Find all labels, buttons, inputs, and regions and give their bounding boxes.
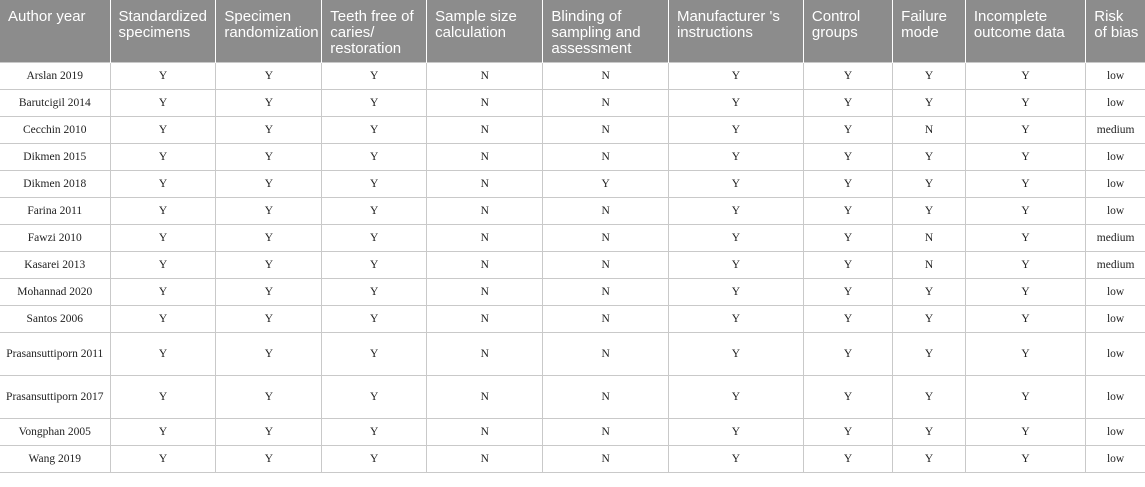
cell-incomplete-outcome-data: Y: [965, 225, 1085, 252]
cell-sample-size-calculation: N: [427, 225, 543, 252]
cell-specimen-randomization: Y: [216, 306, 322, 333]
cell-risk-of-bias: low: [1086, 90, 1145, 117]
cell-teeth-free-of-caries: Y: [322, 419, 427, 446]
cell-risk-of-bias: low: [1086, 446, 1145, 473]
table-row: [0, 198, 1145, 225]
cell-specimen-randomization: Y: [216, 225, 322, 252]
cell-author-year: Kasarei 2013: [0, 252, 110, 279]
cell-risk-of-bias: medium: [1086, 252, 1145, 279]
cell-risk-of-bias: low: [1086, 419, 1145, 446]
cell-control-groups: Y: [803, 252, 892, 279]
header-standardized-specimens: Standardized specimens: [110, 0, 216, 63]
cell-specimen-randomization: Y: [216, 279, 322, 306]
cell-failure-mode: N: [893, 252, 966, 279]
cell-sample-size-calculation: N: [427, 333, 543, 376]
cell-manufacturer-instructions: Y: [668, 63, 803, 90]
cell-sample-size-calculation: N: [427, 419, 543, 446]
cell-sample-size-calculation: N: [427, 90, 543, 117]
cell-control-groups: Y: [803, 144, 892, 171]
cell-standardized-specimens: Y: [110, 419, 216, 446]
cell-manufacturer-instructions: Y: [668, 376, 803, 419]
cell-standardized-specimens: Y: [110, 279, 216, 306]
cell-failure-mode: Y: [893, 446, 966, 473]
cell-manufacturer-instructions: Y: [668, 144, 803, 171]
cell-manufacturer-instructions: Y: [668, 117, 803, 144]
cell-failure-mode: Y: [893, 419, 966, 446]
cell-teeth-free-of-caries: Y: [322, 90, 427, 117]
header-specimen-randomization: Specimen randomization: [216, 0, 322, 63]
cell-sample-size-calculation: N: [427, 279, 543, 306]
cell-standardized-specimens: Y: [110, 117, 216, 144]
table-row: [0, 171, 1145, 198]
cell-failure-mode: N: [893, 117, 966, 144]
cell-standardized-specimens: Y: [110, 446, 216, 473]
cell-risk-of-bias: medium: [1086, 225, 1145, 252]
cell-manufacturer-instructions: Y: [668, 419, 803, 446]
cell-failure-mode: Y: [893, 144, 966, 171]
cell-risk-of-bias: low: [1086, 63, 1145, 90]
cell-incomplete-outcome-data: Y: [965, 446, 1085, 473]
cell-author-year: Wang 2019: [0, 446, 110, 473]
cell-control-groups: Y: [803, 225, 892, 252]
cell-author-year: Arslan 2019: [0, 63, 110, 90]
cell-specimen-randomization: Y: [216, 117, 322, 144]
cell-sample-size-calculation: N: [427, 171, 543, 198]
cell-blinding: N: [543, 252, 669, 279]
cell-control-groups: Y: [803, 171, 892, 198]
cell-standardized-specimens: Y: [110, 144, 216, 171]
cell-incomplete-outcome-data: Y: [965, 144, 1085, 171]
cell-standardized-specimens: Y: [110, 225, 216, 252]
header-failure-mode: Failure mode: [893, 0, 966, 63]
cell-teeth-free-of-caries: Y: [322, 171, 427, 198]
cell-manufacturer-instructions: Y: [668, 225, 803, 252]
cell-control-groups: Y: [803, 419, 892, 446]
cell-author-year: Fawzi 2010: [0, 225, 110, 252]
table-row: [0, 144, 1145, 171]
cell-failure-mode: Y: [893, 306, 966, 333]
cell-blinding: N: [543, 333, 669, 376]
table-row: [0, 333, 1145, 376]
cell-risk-of-bias: low: [1086, 376, 1145, 419]
cell-incomplete-outcome-data: Y: [965, 117, 1085, 144]
table-row: [0, 117, 1145, 144]
cell-failure-mode: Y: [893, 90, 966, 117]
cell-incomplete-outcome-data: Y: [965, 333, 1085, 376]
header-incomplete-outcome-data: Incomplete outcome data: [965, 0, 1085, 63]
cell-failure-mode: Y: [893, 333, 966, 376]
cell-standardized-specimens: Y: [110, 171, 216, 198]
header-risk-of-bias: Risk of bias: [1086, 0, 1145, 63]
cell-author-year: Barutcigil 2014: [0, 90, 110, 117]
cell-manufacturer-instructions: Y: [668, 252, 803, 279]
cell-specimen-randomization: Y: [216, 446, 322, 473]
cell-teeth-free-of-caries: Y: [322, 446, 427, 473]
cell-control-groups: Y: [803, 117, 892, 144]
cell-blinding: N: [543, 144, 669, 171]
cell-control-groups: Y: [803, 63, 892, 90]
cell-teeth-free-of-caries: Y: [322, 117, 427, 144]
cell-incomplete-outcome-data: Y: [965, 306, 1085, 333]
cell-blinding: N: [543, 376, 669, 419]
cell-incomplete-outcome-data: Y: [965, 419, 1085, 446]
cell-author-year: Vongphan 2005: [0, 419, 110, 446]
header-blinding: Blinding of sampling and assessment: [543, 0, 669, 63]
cell-author-year: Farina 2011: [0, 198, 110, 225]
cell-failure-mode: Y: [893, 279, 966, 306]
cell-manufacturer-instructions: Y: [668, 279, 803, 306]
cell-standardized-specimens: Y: [110, 198, 216, 225]
cell-risk-of-bias: medium: [1086, 117, 1145, 144]
cell-author-year: Dikmen 2015: [0, 144, 110, 171]
cell-failure-mode: Y: [893, 376, 966, 419]
cell-author-year: Cecchin 2010: [0, 117, 110, 144]
cell-author-year: Prasansuttiporn 2017: [0, 376, 110, 419]
cell-control-groups: Y: [803, 279, 892, 306]
cell-teeth-free-of-caries: Y: [322, 333, 427, 376]
cell-failure-mode: Y: [893, 171, 966, 198]
table-body: [0, 63, 1145, 473]
cell-teeth-free-of-caries: Y: [322, 306, 427, 333]
table-row: [0, 63, 1145, 90]
cell-sample-size-calculation: N: [427, 198, 543, 225]
header-sample-size-calculation: Sample size calculation: [427, 0, 543, 63]
cell-control-groups: Y: [803, 198, 892, 225]
cell-standardized-specimens: Y: [110, 63, 216, 90]
cell-control-groups: Y: [803, 376, 892, 419]
cell-risk-of-bias: low: [1086, 306, 1145, 333]
cell-manufacturer-instructions: Y: [668, 198, 803, 225]
header-teeth-free-of-caries: Teeth free of caries/ restoration: [322, 0, 427, 63]
cell-specimen-randomization: Y: [216, 376, 322, 419]
cell-incomplete-outcome-data: Y: [965, 252, 1085, 279]
cell-control-groups: Y: [803, 333, 892, 376]
cell-teeth-free-of-caries: Y: [322, 225, 427, 252]
cell-author-year: Prasansuttiporn 2011: [0, 333, 110, 376]
cell-control-groups: Y: [803, 90, 892, 117]
cell-manufacturer-instructions: Y: [668, 306, 803, 333]
cell-manufacturer-instructions: Y: [668, 90, 803, 117]
cell-sample-size-calculation: N: [427, 144, 543, 171]
cell-incomplete-outcome-data: Y: [965, 198, 1085, 225]
cell-incomplete-outcome-data: Y: [965, 279, 1085, 306]
cell-blinding: N: [543, 419, 669, 446]
cell-specimen-randomization: Y: [216, 144, 322, 171]
table-row: [0, 90, 1145, 117]
cell-standardized-specimens: Y: [110, 90, 216, 117]
cell-specimen-randomization: Y: [216, 419, 322, 446]
table-row: [0, 225, 1145, 252]
table-row: [0, 419, 1145, 446]
cell-incomplete-outcome-data: Y: [965, 376, 1085, 419]
cell-control-groups: Y: [803, 446, 892, 473]
cell-risk-of-bias: low: [1086, 171, 1145, 198]
cell-risk-of-bias: low: [1086, 333, 1145, 376]
cell-incomplete-outcome-data: Y: [965, 63, 1085, 90]
cell-author-year: Dikmen 2018: [0, 171, 110, 198]
cell-specimen-randomization: Y: [216, 198, 322, 225]
table-row: [0, 279, 1145, 306]
cell-control-groups: Y: [803, 306, 892, 333]
cell-risk-of-bias: low: [1086, 144, 1145, 171]
cell-risk-of-bias: low: [1086, 279, 1145, 306]
cell-blinding: Y: [543, 171, 669, 198]
cell-sample-size-calculation: N: [427, 306, 543, 333]
cell-specimen-randomization: Y: [216, 63, 322, 90]
cell-teeth-free-of-caries: Y: [322, 198, 427, 225]
cell-author-year: Santos 2006: [0, 306, 110, 333]
cell-blinding: N: [543, 90, 669, 117]
cell-failure-mode: Y: [893, 198, 966, 225]
cell-teeth-free-of-caries: Y: [322, 376, 427, 419]
cell-teeth-free-of-caries: Y: [322, 63, 427, 90]
cell-failure-mode: Y: [893, 63, 966, 90]
cell-standardized-specimens: Y: [110, 306, 216, 333]
header-author-year: Author year: [0, 0, 110, 63]
cell-teeth-free-of-caries: Y: [322, 252, 427, 279]
cell-sample-size-calculation: N: [427, 63, 543, 90]
cell-manufacturer-instructions: Y: [668, 171, 803, 198]
table-row: [0, 306, 1145, 333]
cell-teeth-free-of-caries: Y: [322, 279, 427, 306]
cell-standardized-specimens: Y: [110, 252, 216, 279]
cell-sample-size-calculation: N: [427, 117, 543, 144]
header-control-groups: Control groups: [803, 0, 892, 63]
cell-blinding: N: [543, 225, 669, 252]
header-manufacturer-instructions: Manufacturer 's instructions: [668, 0, 803, 63]
table-row: [0, 376, 1145, 419]
table-row: [0, 446, 1145, 473]
cell-blinding: N: [543, 306, 669, 333]
cell-author-year: Mohannad 2020: [0, 279, 110, 306]
cell-incomplete-outcome-data: Y: [965, 171, 1085, 198]
cell-specimen-randomization: Y: [216, 171, 322, 198]
cell-sample-size-calculation: N: [427, 252, 543, 279]
header-row: [0, 0, 1145, 63]
cell-blinding: N: [543, 279, 669, 306]
cell-blinding: N: [543, 446, 669, 473]
cell-standardized-specimens: Y: [110, 376, 216, 419]
cell-specimen-randomization: Y: [216, 252, 322, 279]
cell-manufacturer-instructions: Y: [668, 446, 803, 473]
cell-manufacturer-instructions: Y: [668, 333, 803, 376]
cell-specimen-randomization: Y: [216, 333, 322, 376]
cell-blinding: N: [543, 63, 669, 90]
cell-standardized-specimens: Y: [110, 333, 216, 376]
cell-teeth-free-of-caries: Y: [322, 144, 427, 171]
cell-sample-size-calculation: N: [427, 376, 543, 419]
cell-failure-mode: N: [893, 225, 966, 252]
cell-blinding: N: [543, 117, 669, 144]
cell-risk-of-bias: low: [1086, 198, 1145, 225]
cell-specimen-randomization: Y: [216, 90, 322, 117]
cell-sample-size-calculation: N: [427, 446, 543, 473]
table-row: [0, 252, 1145, 279]
cell-incomplete-outcome-data: Y: [965, 90, 1085, 117]
cell-blinding: N: [543, 198, 669, 225]
